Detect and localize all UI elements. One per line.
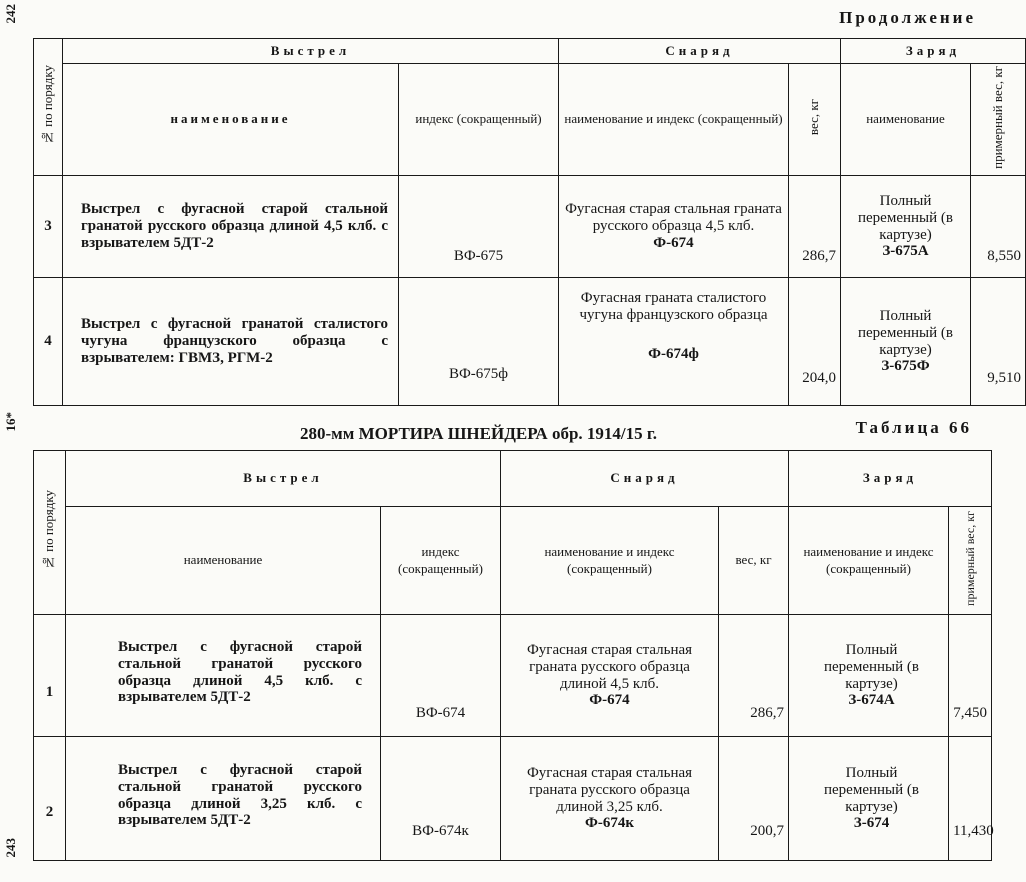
charge-cell <box>789 615 949 737</box>
charge-name: Полный переменный (в картузе) <box>858 193 953 243</box>
projectile-cell <box>501 615 719 737</box>
projectile-name-header: наименование и индекс (сокращенный) <box>501 507 719 615</box>
projectile-index: Ф-674 <box>653 235 694 252</box>
charge-index: З-674 <box>853 815 890 832</box>
row-number: 3 <box>34 176 63 278</box>
shot-index: ВФ-675 <box>399 176 559 278</box>
charge-name: Полный переменный (в картузе) <box>824 641 919 692</box>
projectile-cell <box>501 737 719 861</box>
caption-title: МОРТИРА ШНЕЙДЕРА обр. 1914/15 г. <box>358 424 657 443</box>
weight-header: вес, кг <box>719 507 789 615</box>
approx-weight-header: примерный вес, кг <box>971 64 1026 176</box>
projectile-index: Ф-674 <box>589 692 630 709</box>
charge-group-header: Заряд <box>841 39 1026 64</box>
weight-header: вес, кг <box>789 64 841 176</box>
row-number: 4 <box>34 278 63 406</box>
table-row <box>34 615 992 737</box>
charge-cell <box>841 278 971 406</box>
charge-name-header: наименование <box>841 64 971 176</box>
table-row <box>34 737 992 861</box>
projectile-weight: 204,0 <box>789 278 841 406</box>
projectile-weight: 200,7 <box>719 737 789 861</box>
charge-index: З-675А <box>882 243 929 260</box>
projectile-group-header: Снаряд <box>501 451 789 507</box>
order-no-header: № по порядку <box>34 451 66 615</box>
continuation-label: Продолжение <box>839 8 976 27</box>
order-no-header: № по порядку <box>34 39 63 176</box>
shot-group-header: Выстрел <box>66 451 501 507</box>
approx-weight: 8,550 <box>971 176 1026 278</box>
projectile-cell <box>559 176 789 278</box>
shot-index: ВФ-674к <box>381 737 501 861</box>
approx-weight: 9,510 <box>971 278 1026 406</box>
shot-group-header: Выстрел <box>63 39 559 64</box>
page-number-top: 242 <box>3 4 18 24</box>
row-number: 1 <box>34 615 66 737</box>
shot-name-header: наименование <box>66 507 381 615</box>
table-number-label: Таблица 66 <box>855 418 972 437</box>
approx-weight: 7,450 <box>949 615 992 737</box>
projectile-weight: 286,7 <box>789 176 841 278</box>
approx-weight: 11,430 <box>949 737 992 861</box>
projectile-index: Ф-674к <box>584 815 635 832</box>
projectile-name-header: наименование и индекс (сокращенный) <box>559 64 789 176</box>
shot-name-header: наименование <box>63 64 399 176</box>
charge-name: Полный переменный (в картузе) <box>824 764 919 815</box>
projectile-weight: 286,7 <box>719 615 789 737</box>
table-66 <box>33 450 992 861</box>
shot-index-header: индекс (сокращенный) <box>381 507 501 615</box>
charge-name: Полный переменный (в картузе) <box>858 308 953 358</box>
shot-name: Выстрел с фугасной гранатой сталистого чугуна французского образца с взрывателем: ГВМЗ, РГМ-2 <box>63 278 399 406</box>
shot-name: Выстрел с фугасной старой стальной гранатой русского образца длиной 3,25 клб. с взрывателем 5ДТ-2 <box>66 737 381 861</box>
charge-cell <box>789 737 949 861</box>
projectile-name: Фугасная старая стальная граната русского образца длиной 3,25 клб. <box>526 764 693 815</box>
table-caption <box>300 424 657 444</box>
projectile-name: Фугасная старая стальная граната русского образца 4,5 клб. <box>565 201 782 235</box>
page-number-bottom: 243 <box>3 838 18 858</box>
projectile-index: Ф-674ф <box>648 345 699 362</box>
shot-index: ВФ-674 <box>381 615 501 737</box>
charge-name-header: наименование и индекс (сокращенный) <box>789 507 949 615</box>
row-number: 2 <box>34 737 66 861</box>
approx-weight-header: примерный вес, кг <box>949 507 992 615</box>
charge-cell <box>841 176 971 278</box>
table-row <box>34 278 1026 406</box>
projectile-name: Фугасная граната сталистого чугуна французского образца <box>579 290 768 323</box>
shot-name: Выстрел с фугасной старой стальной гранатой русского образца длиной 4,5 клб. с взрывателем 5ДТ-2 <box>66 615 381 737</box>
page-number-side: 16* <box>3 412 18 432</box>
table-continued <box>33 38 1026 406</box>
projectile-cell <box>559 278 789 406</box>
projectile-group-header: Снаряд <box>559 39 841 64</box>
table-row <box>34 176 1026 278</box>
shot-name: Выстрел с фугасной старой стальной гранатой русского образца длиной 4,5 клб. с взрывателем 5ДТ-2 <box>63 176 399 278</box>
charge-index: З-675Ф <box>881 358 930 375</box>
charge-group-header: Заряд <box>789 451 992 507</box>
charge-index: З-674А <box>848 692 895 709</box>
shot-index-header: индекс (сокращенный) <box>399 64 559 176</box>
caption-calibre: 280-мм <box>300 424 355 443</box>
projectile-name: Фугасная старая стальная граната русского образца длиной 4,5 клб. <box>526 641 693 692</box>
shot-index: ВФ-675ф <box>399 278 559 406</box>
